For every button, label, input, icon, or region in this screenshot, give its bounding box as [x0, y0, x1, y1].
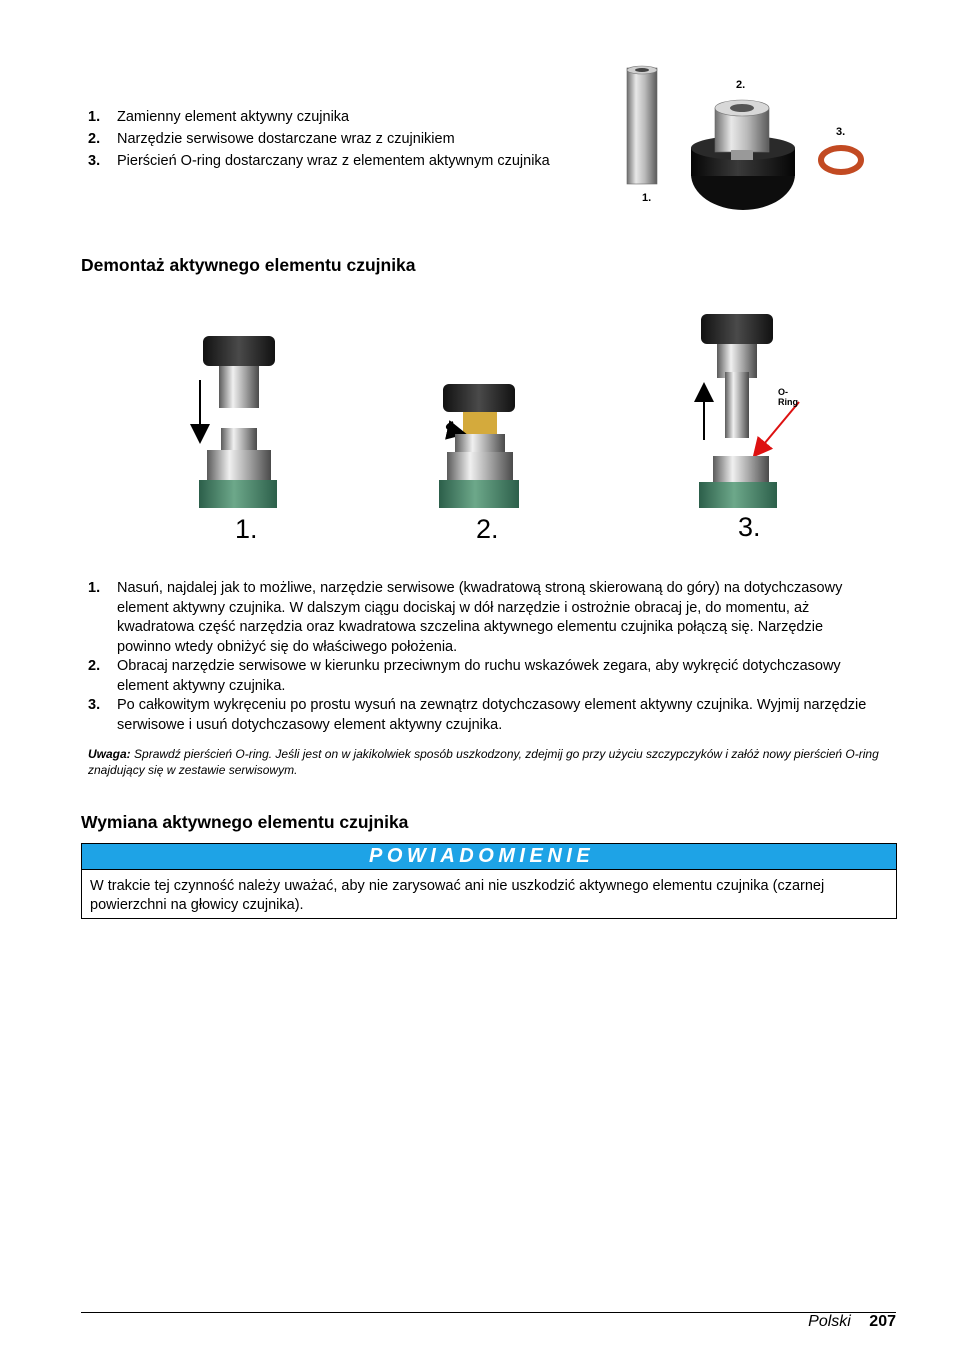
- step-text: Po całkowitym wykręceniu po prostu wysuń na zewnątrz dotychczasowy element aktywny czujnika. Wyjmij narzędzie serwisowe i usuń dotychczasowy element aktywny czujnika.: [117, 697, 867, 733]
- figure-step-number: 3.: [738, 512, 761, 542]
- item-text: Narzędzie serwisowe dostarczane wraz z czujnikiem: [117, 131, 455, 147]
- item-text: Pierścień O-ring dostarczany wraz z elementem aktywnym czujnika: [117, 153, 550, 169]
- list-item: [88, 579, 888, 657]
- removal-steps-figure: [185, 310, 805, 550]
- sensor-element-cylinder: [627, 66, 657, 184]
- footer-divider: [81, 1312, 896, 1313]
- list-item: [88, 150, 608, 172]
- parts-list: [88, 106, 608, 172]
- list-item: [88, 128, 608, 150]
- list-item: [88, 657, 888, 696]
- notice-title: POWIADOMIENIE: [82, 844, 896, 870]
- step-number: 2.: [88, 658, 101, 674]
- figure-step-2: [439, 384, 519, 508]
- section-heading: Demontaż aktywnego elementu czujnika: [81, 255, 416, 275]
- page-footer: [808, 1313, 896, 1331]
- figure-step-1: [199, 336, 277, 508]
- step-number: 3.: [88, 697, 101, 713]
- notice-text: W trakcie tej czynność należy uważać, aby nie zarysować ani nie uszkodzić aktywnego elementu czujnika (czarnej powierzchni na głowicy czujnika).: [90, 878, 825, 913]
- step-number: 1.: [88, 580, 101, 596]
- figure-step-number: 2.: [476, 514, 499, 544]
- item-number: 3.: [88, 153, 101, 169]
- photo-label-3: 3.: [836, 126, 846, 138]
- photo-label-2: 2.: [736, 79, 746, 91]
- o-ring: [821, 148, 861, 172]
- list-item: [88, 696, 888, 735]
- parts-illustration: [615, 64, 877, 216]
- item-number: 2.: [88, 131, 101, 147]
- note-text: Sprawdź pierścień O-ring. Jeśli jest on w jakikolwiek sposób uszkodzony, zdejmij go przy użyciu szczypczyków i załóż nowy pierścień O-ring znajdujący się w zestawie serwisowym.: [88, 747, 879, 777]
- footer-language: Polski: [808, 1313, 851, 1330]
- notice-box: [81, 843, 897, 919]
- note: [88, 746, 898, 778]
- figure-step-3: [699, 314, 799, 508]
- step-text: Obracaj narzędzie serwisowe w kierunku przeciwnym do ruchu wskazówek zegara, aby wykręcić dotychczasowy element aktywny czujnika.: [117, 658, 841, 694]
- list-item: [88, 106, 608, 128]
- o-ring-label: O-Ring: [778, 387, 798, 407]
- service-tool: [691, 100, 795, 210]
- photo-label-1: 1.: [642, 192, 652, 204]
- parts-photo: [615, 64, 877, 216]
- item-number: 1.: [88, 109, 101, 125]
- removal-instructions: [88, 579, 888, 735]
- page-number: 207: [869, 1313, 896, 1330]
- note-label: Uwaga:: [88, 747, 131, 761]
- item-text: Zamienny element aktywny czujnika: [117, 109, 350, 125]
- step-text: Nasuń, najdalej jak to możliwe, narzędzie serwisowe (kwadratową stroną skierowaną do góry) na dotychczasowy element aktywny czujnika. W dalszym ciągu dociskaj w dół narzędzie i ostrożnie obracaj je, do momentu, aż kwadratowa część narzędzia oraz kwadratowa szczelina aktywnego elementu czujnika połączą się. Narzędzie powinno wtedy obniżyć się do właściwego położenia.: [117, 580, 843, 655]
- figure-step-number: 1.: [235, 514, 258, 544]
- section-heading: Wymiana aktywnego elementu czujnika: [81, 812, 409, 832]
